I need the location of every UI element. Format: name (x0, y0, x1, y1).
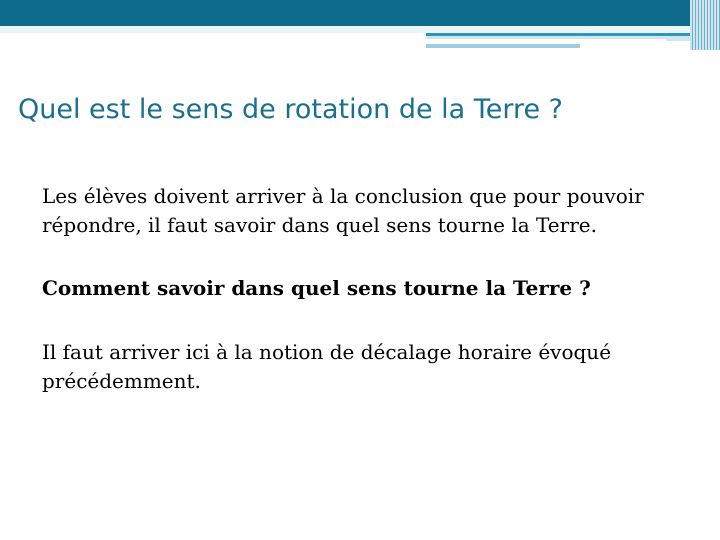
accent-white-line (426, 39, 666, 41)
header-subband (0, 26, 720, 33)
corner-stripes (690, 0, 720, 50)
accent-line-short (426, 44, 580, 48)
header-band (0, 0, 720, 26)
body-paragraph-1: Les élèves doivent arriver à la conclusion que pour pouvoir répondre, il faut savoir dans quel sens tourne la Terre. (42, 184, 644, 237)
body-paragraph-3: Il faut arriver ici à la notion de décalage horaire évoqué précédemment. (42, 340, 612, 393)
slide-title: Quel est le sens de rotation de la Terre ? (18, 94, 563, 125)
body-question: Comment savoir dans quel sens tourne la Terre ? (42, 276, 591, 300)
